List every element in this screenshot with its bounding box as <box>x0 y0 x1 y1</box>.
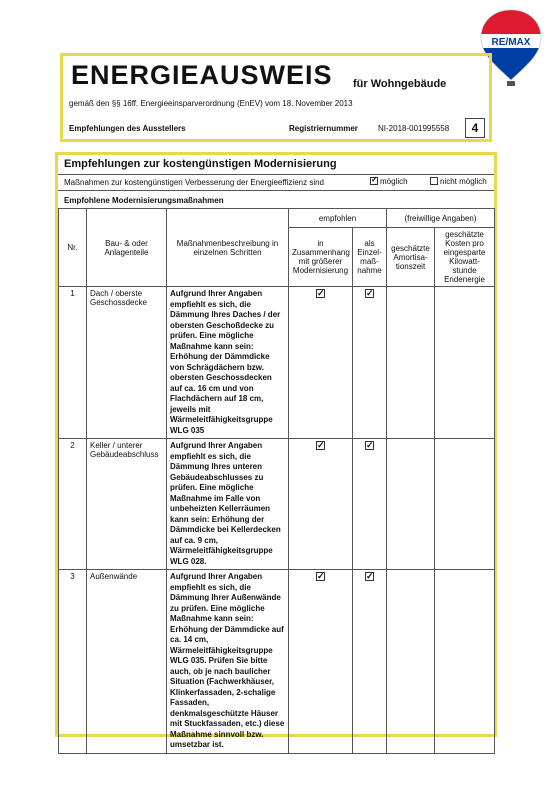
row-number: 1 <box>59 287 87 439</box>
balloon-red-band <box>478 8 544 34</box>
balloon-basket <box>507 81 515 86</box>
row-description: Aufgrund Ihrer Angaben empfiehlt es sich, die Dämmung Ihres unteren Gebäudeabschlusses zu prüfen. Eine mögliche Maßnahme im Falle von unbeheizten Kellerräumen kann sein: Erhöhung der Dämmdicke bei Kellerdecken auf ca. 9 cm, Wärmeleitfähigkeitsgruppe WLG 028. <box>167 439 289 570</box>
checkbox-possible[interactable] <box>370 177 378 185</box>
table-row <box>59 439 495 570</box>
checkbox-single[interactable] <box>365 572 374 581</box>
header-part: Bau- & oder Anlagenteile <box>87 209 167 287</box>
row-number: 2 <box>59 439 87 570</box>
option-possible-label: möglich <box>380 177 408 186</box>
option-not-possible[interactable] <box>430 177 487 186</box>
row-part: Dach / oberste Geschossdecke <box>87 287 167 439</box>
issuer-row <box>60 116 492 142</box>
section-title: Empfehlungen zur kostengünstigen Modernisierung <box>64 158 337 170</box>
table-row <box>59 287 495 439</box>
registration-number: NI-2018-001995558 <box>378 124 450 133</box>
page-number: 4 <box>465 118 485 138</box>
issuer-label: Empfehlungen des Ausstellers <box>69 124 186 133</box>
header-voluntary: (freiwillige Angaben) <box>387 209 495 228</box>
row-part: Keller / unterer Gebäudeabschluss <box>87 439 167 570</box>
row-combined-cell <box>289 439 353 570</box>
option-possible[interactable] <box>370 177 408 186</box>
header-nr: Nr. <box>59 209 87 287</box>
header-single: als Einzel-maß-nahme <box>353 228 387 287</box>
row-part: Außenwände <box>87 570 167 754</box>
checkbox-not-possible[interactable] <box>430 177 438 185</box>
measures-row <box>58 174 494 191</box>
measures-text: Maßnahmen zur kostengünstigen Verbesserung der Energieeffizienz sind <box>64 178 325 187</box>
checkbox-combined[interactable] <box>316 572 325 581</box>
table-row <box>59 570 495 754</box>
checkbox-combined[interactable] <box>316 441 325 450</box>
checkbox-combined[interactable] <box>316 289 325 298</box>
document-title: ENERGIEAUSWEIS <box>71 60 333 90</box>
header-cost: geschätzte Kosten pro eingesparte Kilowatt-stunde Endenergie <box>435 228 495 287</box>
logo-text: RE/MAX <box>491 37 531 48</box>
row-cost <box>435 439 495 570</box>
header-amortization: geschätzte Amortisa-tionszeit <box>387 228 435 287</box>
row-amortization <box>387 570 435 754</box>
regulation-line: gemäß den §§ 16ff. Energieeinsparverordnung (EnEV) vom 18. November 2013 <box>69 99 353 108</box>
row-combined-cell <box>289 570 353 754</box>
option-not-possible-label: nicht möglich <box>440 177 487 186</box>
recommendations-section <box>55 152 497 749</box>
row-cost <box>435 287 495 439</box>
row-description: Aufgrund Ihrer Angaben empfiehlt es sich, die Dämmung Ihrer Außenwände zu prüfen. Eine mögliche Maßnahme kann sein: Erhöhung der Dämmdicke auf ca. 14 cm, Wärmeleitfähigkeitsgruppe WLG 035. Prüfen Sie bitte auch, ob je nach baulicher Situation (Fachwerkhäuser, Klinkerfassaden, 2-schalige Fassaden, denkmalsgeschützte Häuser mit Stuckfassaden, etc.) diese Maßnahme sinnvoll bzw. umsetzbar ist. <box>167 570 289 754</box>
row-single-cell <box>353 439 387 570</box>
row-single-cell <box>353 570 387 754</box>
checkbox-single[interactable] <box>365 441 374 450</box>
row-amortization <box>387 439 435 570</box>
registration-label: Registriernummer <box>289 124 358 133</box>
header-recommended: empfohlen <box>289 209 387 228</box>
recommendations-table <box>58 208 495 754</box>
recommended-measures-label: Empfohlene Modernisierungsmaßnahmen <box>64 196 224 205</box>
header-box <box>60 53 492 116</box>
row-cost <box>435 570 495 754</box>
row-single-cell <box>353 287 387 439</box>
row-number: 3 <box>59 570 87 754</box>
checkbox-single[interactable] <box>365 289 374 298</box>
header-description: Maßnahmenbeschreibung in einzelnen Schritten <box>167 209 289 287</box>
row-combined-cell <box>289 287 353 439</box>
row-amortization <box>387 287 435 439</box>
row-description: Aufgrund Ihrer Angaben empfiehlt es sich, die Dämmung Ihres Daches / der obersten Geschoßdecke zu prüfen. Eine mögliche Maßnahme kann sein: Erhöhung der Dämmdicke von Schrägdächern bzw. obersten Geschossdecken auf ca. 16 cm und von Flachdächern auf 18 cm, jeweils mit Wärmeleitfähigkeitsgruppe WLG 035 <box>167 287 289 439</box>
header-combined: in Zusammenhang mit größerer Modernisierung <box>289 228 353 287</box>
document-subtitle: für Wohngebäude <box>353 78 447 90</box>
